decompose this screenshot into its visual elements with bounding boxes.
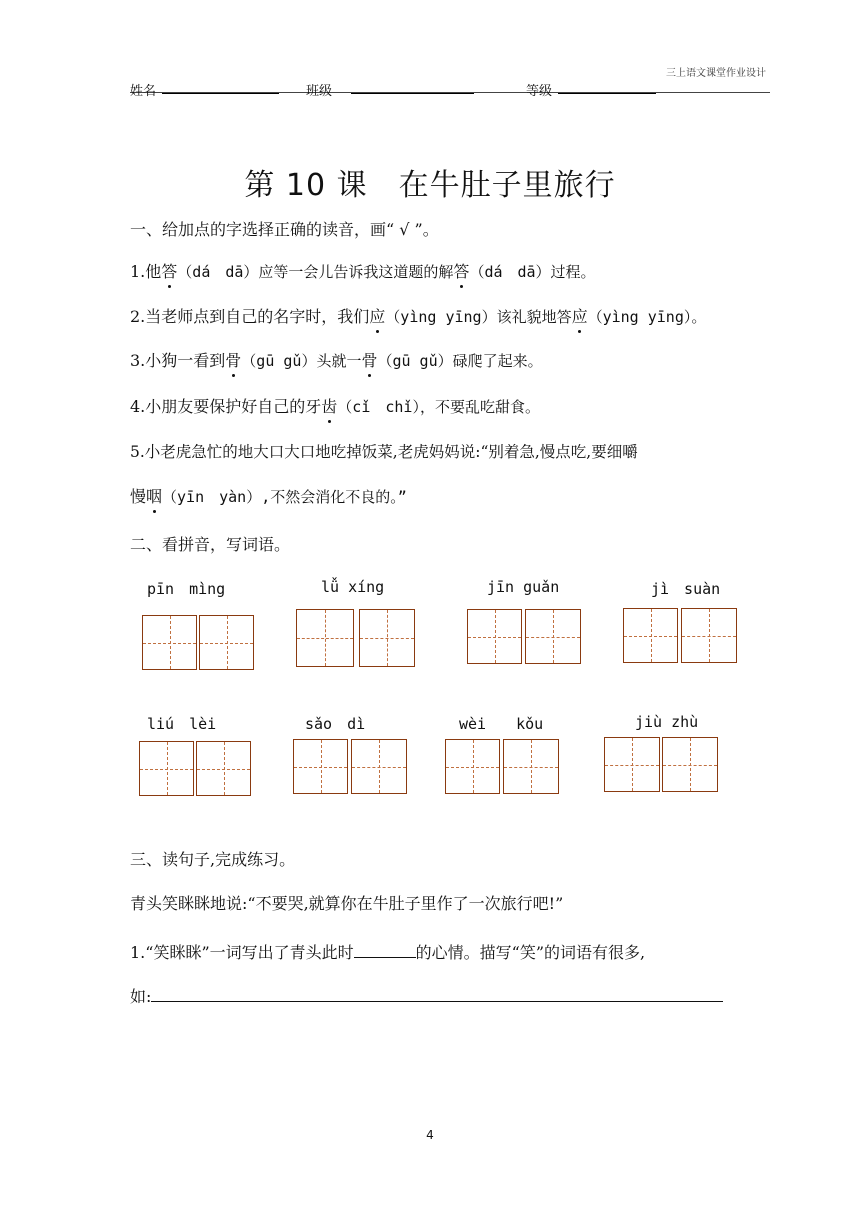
dotted-char: 应 xyxy=(369,304,385,327)
header-note: 三上语文课堂作业设计 xyxy=(666,68,766,79)
page-number: 4 xyxy=(426,1128,434,1142)
question-3-1-example: 如: xyxy=(130,984,723,1007)
writing-grid-box[interactable] xyxy=(351,739,407,794)
class-field[interactable] xyxy=(351,93,474,94)
question-3-1: 1.“笑眯眯”一词写出了青头此时 的心情。描写“笑”的词语有很多, xyxy=(130,943,646,962)
writing-grid-box[interactable] xyxy=(142,615,197,670)
pinyin-label: jīn guǎn xyxy=(487,578,560,596)
question-1-4: 4.小朋友要保护好自己的牙齿（cǐ chǐ），不要乱吃甜食。 xyxy=(130,394,540,417)
question-1-5-line2: 慢咽（yīn yàn）,不然会消化不良的。” xyxy=(130,484,407,507)
pinyin-label: pīn mìng xyxy=(147,580,226,598)
writing-grid-box[interactable] xyxy=(139,741,194,796)
dotted-char: 齿 xyxy=(321,394,337,417)
dotted-char: 答 xyxy=(453,259,469,282)
pinyin-label: lǚ xíng xyxy=(321,578,385,596)
writing-grid-box[interactable] xyxy=(503,739,559,794)
writing-grid-box[interactable] xyxy=(293,739,348,794)
pinyin-label: sǎo dì xyxy=(305,715,366,733)
quote-sentence: 青头笑眯眯地说:“不要哭,就算你在牛肚子里作了一次旅行吧!” xyxy=(130,894,564,913)
answer-line[interactable] xyxy=(151,985,723,1002)
section2-heading: 二、看拼音，写词语。 xyxy=(130,535,291,554)
class-label: 班级 xyxy=(306,84,333,99)
section1-heading: 一、给加点的字选择正确的读音，画“ √ ”。 xyxy=(130,220,439,239)
dotted-char: 应 xyxy=(572,304,588,327)
answer-blank[interactable] xyxy=(354,941,416,958)
question-1-2: 2.当老师点到自己的名字时，我们应（yìng yīng）该礼貌地答应（yìng yīng）。 xyxy=(130,304,706,327)
question-1-5-line1: 5.小老虎急忙的地大口大口地吃掉饭菜,老虎妈妈说:“别着急,慢点吃,要细嚼 xyxy=(130,443,638,461)
question-1-3: 3.小狗一看到骨（gū gǔ）头就一骨（gū gǔ）碌爬了起来。 xyxy=(130,348,543,371)
writing-grid-box[interactable] xyxy=(681,608,737,663)
pinyin-label: jiù zhù xyxy=(635,713,699,731)
pinyin-label: liú lèi xyxy=(147,715,217,733)
pinyin-label: wèi kǒu xyxy=(459,715,544,733)
grade-field[interactable] xyxy=(558,93,656,94)
name-field[interactable] xyxy=(162,93,279,94)
dotted-char: 骨 xyxy=(361,348,377,371)
writing-grid-box[interactable] xyxy=(525,609,581,664)
section3-heading: 三、读句子,完成练习。 xyxy=(130,850,296,869)
writing-grid-box[interactable] xyxy=(604,737,660,792)
dotted-char: 答 xyxy=(161,259,177,282)
question-1-1: 1.他答（dá dā）应等一会儿告诉我这道题的解答（dá dā）过程。 xyxy=(130,259,596,282)
grade-label: 等级 xyxy=(526,84,553,99)
writing-grid-box[interactable] xyxy=(359,609,415,667)
writing-grid-box[interactable] xyxy=(623,608,678,663)
name-label: 姓名 xyxy=(130,84,157,99)
lesson-title: 第 10 课 在牛肚子里旅行 xyxy=(244,168,616,203)
pinyin-label: jì suàn xyxy=(651,580,721,598)
writing-grid-box[interactable] xyxy=(467,609,522,664)
writing-grid-box[interactable] xyxy=(196,741,251,796)
dotted-char: 咽 xyxy=(146,484,162,507)
writing-grid-box[interactable] xyxy=(662,737,718,792)
writing-grid-box[interactable] xyxy=(445,739,500,794)
writing-grid-box[interactable] xyxy=(296,609,354,667)
writing-grid-box[interactable] xyxy=(199,615,254,670)
dotted-char: 骨 xyxy=(225,348,241,371)
